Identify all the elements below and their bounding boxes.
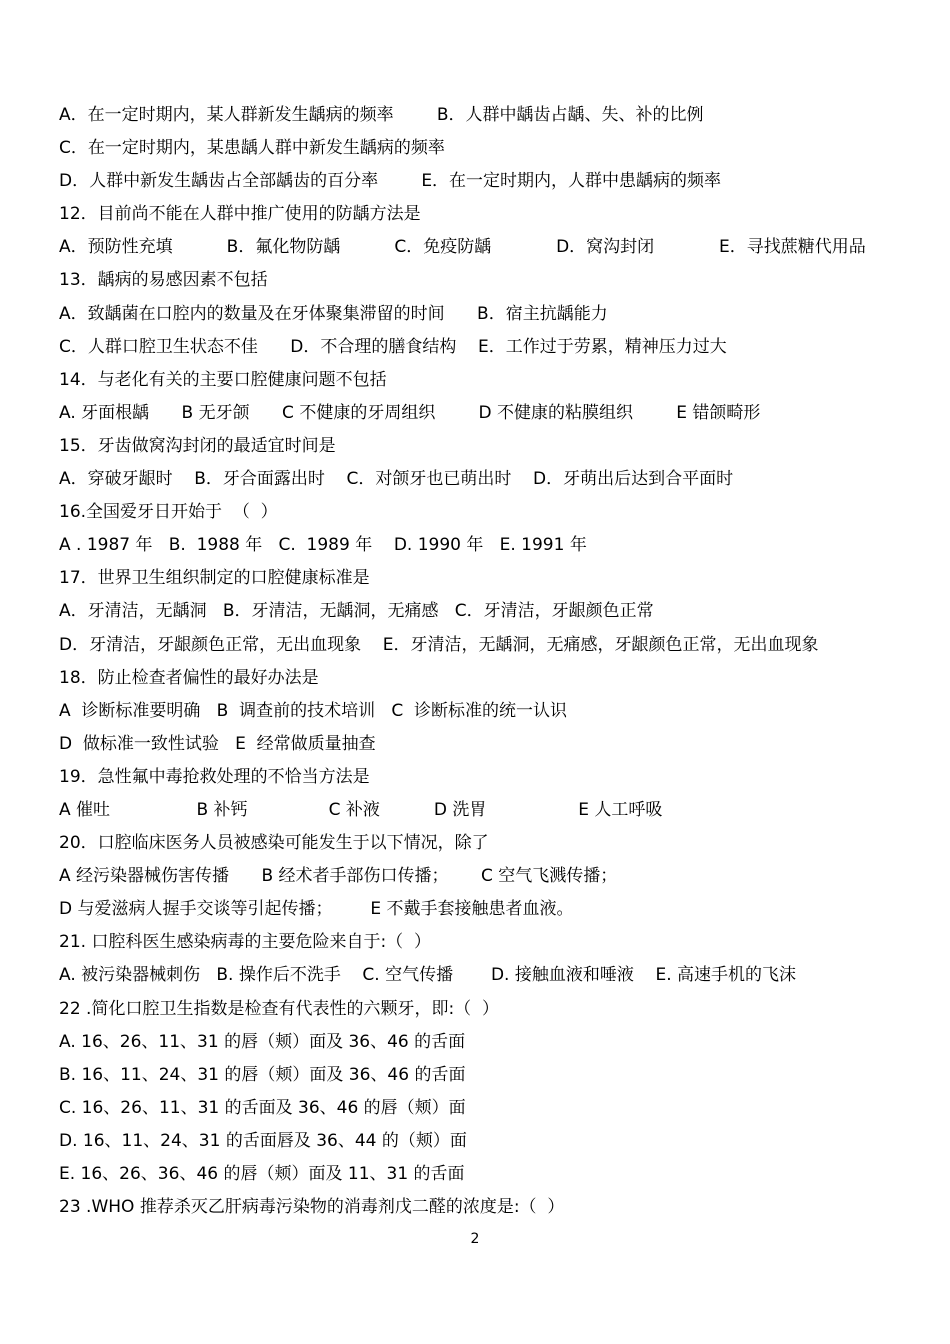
- question-stem: 22 .简化口腔卫生指数是检查有代表性的六颗牙，即:（ ）: [59, 998, 499, 1019]
- answer-option: E. 16、26、36、46 的唇（颊）面及 11、31 的舌面: [59, 1164, 465, 1184]
- answer-options: A．牙清洁，无龋洞 B．牙清洁，无龋洞，无痛感 C．牙清洁，牙龈颜色正常: [59, 601, 654, 622]
- question-stem: 16.全国爱牙日开始于 （ ）: [59, 502, 278, 523]
- question-stem: 19．急性氟中毒抢救处理的不恰当方法是: [59, 766, 370, 787]
- answer-option: C. 16、26、11、31 的舌面及 36、46 的唇（颊）面: [59, 1097, 466, 1118]
- question-list: [59, 99, 919, 1224]
- question-stem: 20．口腔临床医务人员被感染可能发生于以下情况，除了: [59, 833, 489, 854]
- question-stem: 13．龋病的易感因素不包括: [59, 270, 268, 291]
- answer-options: A . 1987 年 B. 1988 年 C. 1989 年 D. 1990 年 E. 1991 年: [59, 535, 587, 556]
- question-stem: 18．防止检查者偏性的最好办法是: [59, 667, 319, 688]
- answer-options: A. 牙面根龋 B 无牙颌 C 不健康的牙周组织 D 不健康的粘膜组织 E 错颌畸形: [59, 402, 761, 423]
- answer-option: A. 16、26、11、31 的唇（颊）面及 36、46 的舌面: [59, 1031, 466, 1052]
- question-stem: 12．目前尚不能在人群中推广使用的防龋方法是: [59, 204, 421, 225]
- question-stem: 14．与老化有关的主要口腔健康问题不包括: [59, 369, 387, 390]
- text-line: A．在一定时期内，某人群新发生龋病的频率 B．人群中龋齿占龋、失、补的比例: [59, 105, 704, 125]
- answer-options: D．牙清洁，牙龈颜色正常，无出血现象 E．牙清洁，无龋洞，无痛感，牙龈颜色正常，无出血现象: [59, 634, 819, 655]
- answer-options: A．预防性充填 B．氟化物防龋 C．免疫防龋 D．窝沟封闭 E．寻找蔗糖代用品: [59, 237, 866, 258]
- answer-options: C．人群口腔卫生状态不佳 D．不合理的膳食结构 E．工作过于劳累，精神压力过大: [59, 336, 727, 357]
- answer-option: B. 16、11、24、31 的唇（颊）面及 36、46 的舌面: [59, 1064, 466, 1085]
- answer-options: D 与爱滋病人握手交谈等引起传播； E 不戴手套接触患者血液。: [59, 899, 574, 920]
- answer-options: A 催吐 B 补钙 C 补液 D 洗胃 E 人工呼吸: [59, 799, 663, 820]
- answer-options: D 做标准一致性试验 E 经常做质量抽查: [59, 733, 376, 754]
- text-line: C．在一定时期内，某患龋人群中新发生龋病的频率: [59, 138, 445, 159]
- page-number: 2: [470, 1231, 480, 1247]
- question-stem: 17．世界卫生组织制定的口腔健康标准是: [59, 568, 370, 589]
- question-stem: 15．牙齿做窝沟封闭的最适宜时间是: [59, 435, 336, 456]
- answer-options: A. 被污染器械刺伤 B. 操作后不洗手 C. 空气传播 D. 接触血液和唾液 E. 高速手机的飞沫: [59, 965, 797, 986]
- question-stem: 21. 口腔科医生感染病毒的主要危险来自于:（ ）: [59, 932, 431, 953]
- answer-options: A．穿破牙龈时 B．牙合面露出时 C．对颌牙也已萌出时 D．牙萌出后达到合平面时: [59, 469, 734, 490]
- answer-options: A 经污染器械伤害传播 B 经术者手部伤口传播； C 空气飞溅传播；: [59, 866, 618, 887]
- answer-options: A 诊断标准要明确 B 调查前的技术培训 C 诊断标准的统一认识: [59, 700, 568, 721]
- answer-options: A．致龋菌在口腔内的数量及在牙体聚集滞留的时间 B．宿主抗龋能力: [59, 303, 608, 324]
- text-line: D．人群中新发生龋齿占全部龋齿的百分率 E．在一定时期内，人群中患龋病的频率: [59, 171, 722, 192]
- answer-option: D. 16、11、24、31 的舌面唇及 36、44 的（颊）面: [59, 1130, 467, 1151]
- question-stem: 23 .WHO 推荐杀灭乙肝病毒污染物的消毒剂戊二醛的浓度是:（ ）: [59, 1197, 565, 1218]
